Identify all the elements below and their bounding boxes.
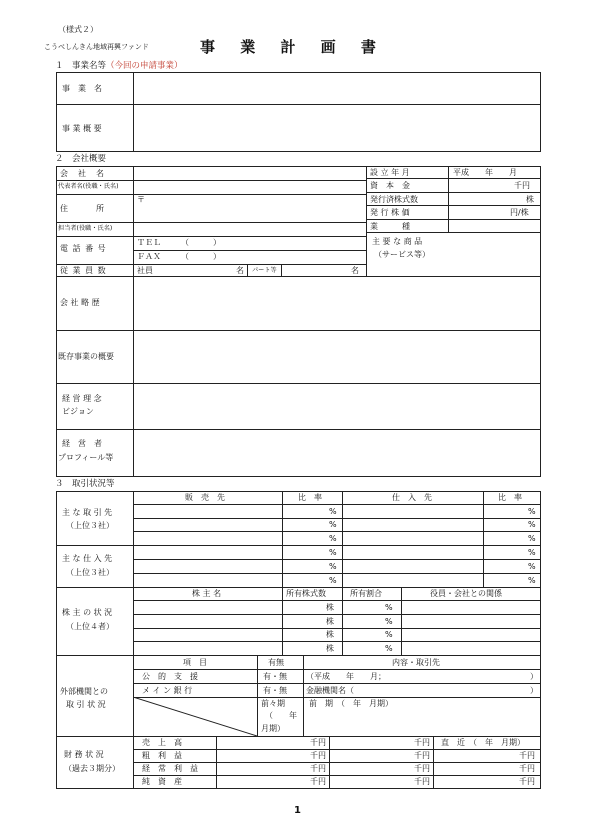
sales-label: 売 上 高 [142,738,182,747]
pct-sign: % [329,562,337,571]
section-3-heading: ３ 取引状況等 [55,479,115,489]
buy-from-header: 仕 入 先 [392,493,432,502]
sen-yen-unit: 千円 [414,751,430,760]
pct-sign: % [329,520,337,529]
contact-person-label: 担当者(役職・氏名) [58,225,113,232]
manager-label: 経 営 者 [62,439,102,448]
organization-name: こうべしんきん地域再興ファンド [44,43,149,51]
section-1-table [56,72,541,152]
philosophy-label: 経 営 理 念 [62,394,102,403]
vision-label: ビジョン [62,407,94,416]
shareholder-name-header: 株 主 名 [192,589,222,598]
diagonal-slash [133,697,257,736]
pct-sign: % [385,603,393,612]
external-label-1: 外部機関との [60,687,108,696]
share-price-label: 発 行 株 価 [370,208,410,217]
pct-sign: % [528,548,536,557]
ordinary-profit-label: 経 常 利 益 [142,764,198,773]
company-history-label: 会 社 略 歴 [60,298,100,307]
yesno-header: 有無 [268,658,284,667]
sen-yen-unit: 千円 [310,764,326,773]
pct-sign: % [329,548,337,557]
representative-label: 代表者名(役職・氏名) [58,183,119,190]
item-header: 項 目 [183,658,207,667]
pct-sign: % [329,576,337,585]
section-2-heading: ２ 会社概要 [55,154,107,164]
net-assets-label: 純 資 産 [142,777,182,786]
pct-sign: % [528,562,536,571]
prev2-month: 月期） [261,724,285,733]
shares-unit: 株 [326,630,334,639]
section-1-heading [55,62,183,71]
page-title: 事 業 計 画 書 [200,38,386,56]
support-date: （平成 年 月； [306,672,386,681]
employees-regular-unit: 名 [236,266,244,275]
existing-business-label: 既存事業の概要 [58,352,114,361]
tel-field: ＴＥＬ （ ） [137,238,221,247]
founded-value: 平成 年 月 [453,168,517,177]
external-label-2: 取 引 状 況 [66,700,106,709]
business-name-label: 事 業 名 [62,84,102,93]
public-support-label: 公 的 支 援 [142,672,198,681]
sen-yen-unit: 千円 [310,751,326,760]
section-2-table [56,166,541,477]
gross-profit-label: 粗 利 益 [142,751,182,760]
pct-sign: % [528,507,536,516]
detail-header: 内容・取引先 [392,658,440,667]
services-label: （サービス等） [374,250,430,259]
pct-sign: % [329,534,337,543]
stock-status-label: 株 主 の 状 況 [62,608,113,617]
sen-yen-unit: 千円 [310,738,326,747]
employees-part-label: パート等 [252,267,277,274]
share-ratio-header: 所有割合 [350,589,382,598]
top3-suppliers-label: （上位３社） [66,568,114,577]
industry-label: 業 種 [370,222,410,231]
sen-yen-unit: 千円 [414,764,430,773]
founded-label: 設 立 年 月 [370,168,410,177]
fax-field: ＦＡＸ （ ） [137,252,221,261]
top4-label: （上位４者） [66,622,114,631]
price-unit: 円/株 [510,208,529,217]
past3-label: （過去３期分） [64,764,120,773]
main-customers-label: 主 な 取 引 先 [62,508,113,517]
section-1-note: （今回の申請事業） [106,61,183,71]
prev2-year: （ 年 [265,711,297,720]
sen-yen-unit: 千円 [519,764,535,773]
yesno-option: 有・無 [263,672,287,681]
close-paren: ） [530,672,538,681]
pct-sign: % [528,520,536,529]
financial-label: 財 務 状 況 [64,750,104,759]
pct-sign: % [385,617,393,626]
sen-yen-unit: 千円 [519,751,535,760]
sen-yen-unit: 千円 [310,777,326,786]
capital-label: 資 本 金 [370,181,410,190]
capital-unit: 千円 [514,181,530,190]
close-paren: ） [530,686,538,695]
employees-regular-label: 社員 [137,266,153,275]
top3-customers-label: （上位３社） [66,521,114,530]
address-label: 住 所 [60,204,105,213]
pct-sign: % [329,507,337,516]
ratio-header-sales: 比 率 [298,493,322,502]
sen-yen-unit: 千円 [414,777,430,786]
form-number: （様式２） [58,25,98,34]
shares-issued-label: 発行済株式数 [370,195,418,204]
bank-name-label: 金融機関名（ [306,686,354,695]
sen-yen-unit: 千円 [414,738,430,747]
business-summary-label: 事 業 概 要 [62,124,102,133]
main-suppliers-label: 主 な 仕 入 先 [62,554,113,563]
shares-unit: 株 [326,644,334,653]
prev2-label: 前々期 [261,699,285,708]
yesno-option: 有・無 [263,686,287,695]
prev1-label: 前 期 （ 年 月期） [309,699,393,708]
pct-sign: % [528,576,536,585]
pct-sign: % [528,534,536,543]
company-name-label: 会 社 名 [60,169,105,178]
postal-mark: 〒 [137,195,145,204]
employees-part-unit: 名 [351,266,359,275]
shares-unit: 株 [326,603,334,612]
latest-period-label: 直 近 （ 年 月期） [441,738,525,747]
profile-label: プロフィール等 [58,453,114,462]
relation-header: 役員・会社との関係 [430,589,502,598]
pct-sign: % [385,630,393,639]
main-bank-label: メ イ ン 銀 行 [142,686,193,695]
shares-unit: 株 [526,195,534,204]
section-1-title: １ 事業名等 [55,61,107,71]
page-number: 1 [294,805,301,816]
pct-sign: % [385,644,393,653]
shares-held-header: 所有株式数 [286,589,326,598]
shares-unit: 株 [326,617,334,626]
phone-label: 電 話 番 号 [60,244,107,253]
sales-to-header: 販 売 先 [185,493,225,502]
employees-label: 従 業 員 数 [60,266,107,275]
main-products-label: 主 要 な 商 品 [372,237,423,246]
ratio-header-buy: 比 率 [498,493,522,502]
sen-yen-unit: 千円 [519,777,535,786]
